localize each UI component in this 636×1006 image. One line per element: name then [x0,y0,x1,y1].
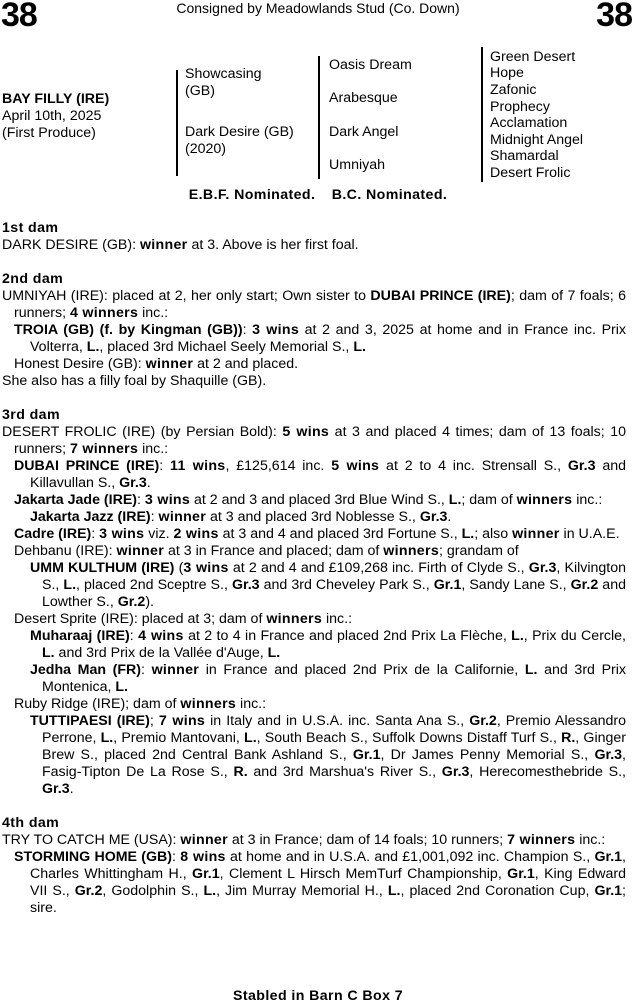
record-text: at 2 and 3 and placed 3rd Blue Wind S., [190,492,449,508]
record-text: at 3 in France and placed; dam of [164,543,384,559]
gen3-entry: Oasis Dream [329,57,412,73]
record-text: , Kilvington S., [42,560,627,593]
gen3-entry: Umniyah [329,157,385,173]
record-text: Gr.3 [119,475,147,491]
record-text: winner [139,237,188,253]
record-text: Gr.3 [567,458,596,474]
section-heading: 4th dam [2,815,60,831]
section-heading: 3rd dam [2,407,60,423]
gen3-entry: Arabesque [329,90,398,106]
record-text: ; dam of 7 foals; 6 runners; [14,288,627,321]
family-details [2,220,626,934]
produce-record [2,611,626,628]
record-text: Jakarta Jade (IRE) [14,492,138,508]
sire-suffix: (GB) [185,83,215,99]
record-text: L. [511,628,524,644]
record-text: Gr.3 [419,509,448,525]
record-text: 4 winners [70,305,139,321]
gen4-entry: Hope [490,65,524,81]
dam-section [2,407,626,798]
record-text: 5 wins [282,424,330,440]
record-text: at 3. Above is her first foal. [187,237,359,253]
dam-section [2,815,626,917]
nominations [0,187,636,203]
record-text: 7 winners [507,832,576,848]
record-text: , Sandy Lane S., [461,577,571,593]
record-text: inc.: [572,492,603,508]
record-text: at 2 to 4 inc. Strensall S., [379,458,568,474]
record-text: Cadre (IRE) [14,526,92,542]
record-text: ; also [474,526,513,542]
record-text: winner [151,662,200,678]
record-text: in U.A.E. [559,526,620,542]
record-text: and Lowther S., [42,577,626,610]
record-text: , Prix du Cercle, [523,628,626,644]
record-text: Ruby Ridge (IRE); dam of [14,696,181,712]
record-text: L. [448,492,462,508]
record-text: Desert Sprite (IRE): placed at 3; dam of [14,611,267,627]
record-text: R. [561,730,576,746]
record-text: ( [174,560,184,576]
record-text: UMNIYAH (IRE): placed at 2, her only start; Own sister to [2,288,371,304]
record-text: Gr.1 [192,866,220,882]
record-text: winners [516,492,573,508]
record-text: : [159,458,171,474]
record-text: Gr.3 [231,577,260,593]
record-text: 8 wins [180,849,226,865]
record-text: 5 wins [331,458,380,474]
record-text: inc.: [138,305,169,321]
record-text: at 3 and 4 and placed 3rd Fortune S., [218,526,462,542]
record-text: , placed 2nd Coronation Cup, [400,883,595,899]
stabling-location: Stabled in Barn C Box 7 [232,988,404,1004]
pedigree-divider-3 [481,47,483,182]
pedigree-divider-1 [176,70,178,176]
record-text: : [150,509,159,525]
produce-record [2,849,626,917]
gen4-entry: Midnight Angel [490,132,584,148]
record-text: winner [180,832,228,848]
record-text: at 3 and placed 4 times; dam of 13 foals; 10 runners; [14,424,627,457]
record-text: ; sire. [30,883,626,916]
record-text: Gr.1 [594,849,623,865]
record-text: L. [387,883,401,899]
produce-record [2,492,626,509]
produce-record [2,526,626,543]
record-text: DARK DESIRE (GB): [2,237,140,253]
record-text: Gr.2 [469,713,497,729]
record-text: STORMING HOME (GB) [14,849,173,865]
record-text: 7 winners [70,441,139,457]
record-text: TRY TO CATCH ME (USA): [2,832,181,848]
gen4-entry: Desert Frolic [490,165,571,181]
record-text: L. [100,730,114,746]
record-text: at 2 to 4 in France and placed 2nd Prix La Flèche, [183,628,512,644]
lot-number-right: 38 [596,0,632,34]
record-text: at home and in U.S.A. and £1,001,092 inc. Champion S., [225,849,595,865]
record-text: Gr.2 [570,577,599,593]
dam-section [2,271,626,390]
record-text: L. [524,662,538,678]
record-text: She also has a filly foal by Shaquille (GB). [2,373,267,389]
gen4-entry: Shamardal [490,148,559,164]
produce-record [2,832,626,849]
record-text: L. [244,730,257,746]
record-text: Gr.3 [528,560,557,576]
produce-record [2,696,626,713]
record-text: winner [116,543,165,559]
produce-record [2,373,626,390]
record-text: . [146,475,151,491]
record-text: in Italy and in U.S.A. inc. Santa Ana S., [205,713,470,729]
record-text: DESERT FROLIC (IRE) (by Persian Bold): [2,424,283,440]
record-text: 3 wins [99,526,145,542]
record-text: (f. by Kingman (GB)) [99,322,243,338]
record-text: at 3 in France; dam of 14 foals; 10 runners; [227,832,508,848]
pedigree-divider-2 [318,56,320,179]
record-text: DUBAI PRINCE (IRE) [14,458,160,474]
gen4-entry: Acclamation [490,115,568,131]
record-text: R. [233,764,248,780]
produce-record [2,458,626,492]
record-text: Honest Desire (GB): [14,356,146,372]
record-text: , Herecomesthebride S., [469,764,627,780]
record-text: Gr.2 [74,883,103,899]
sire-name: Showcasing [185,66,262,82]
record-text: UMM KULTHUM (IRE) [30,560,175,576]
section-heading: 2nd dam [2,271,64,287]
record-text: inc.: [575,832,606,848]
record-text: . [447,509,452,525]
record-text: 2 wins [173,526,219,542]
record-text: 3 wins [144,492,191,508]
record-text: and 3rd Prix de la Vallée d'Auge, [54,645,268,661]
record-text: and 3rd Cheveley Park S., [259,577,434,593]
record-text: , Charles Whittingham H., [30,849,626,882]
record-text: Muharaaj (IRE) [30,628,130,644]
record-text: Dehbanu (IRE): [14,543,117,559]
record-text: , Jim Murray Memorial H., [216,883,388,899]
record-text: L. [353,339,366,355]
record-text: L. [42,645,55,661]
record-text: winners [266,611,323,627]
record-text: TUTTIPAESI (IRE) [30,713,150,729]
horse-name: BAY FILLY (IRE) [2,91,110,107]
record-text: Gr.1 [507,866,535,882]
record-text: TROIA (GB) [14,322,94,338]
record-text: Jakarta Jazz (IRE) [30,509,151,525]
record-text: Gr.1 [594,883,623,899]
record-text: , placed 3rd Michael Seely Memorial S., [99,339,354,355]
record-text: , £125,614 inc. [225,458,332,474]
foaling-date: April 10th, 2025 [2,108,102,124]
record-text: L. [86,339,100,355]
record-text: : [137,492,145,508]
record-text: inc.: [322,611,353,627]
record-text: and 3rd Prix Montenica, [42,662,626,695]
record-text: , Clement L Hirsch MemTurf Championship, [219,866,508,882]
produce-record [2,288,626,322]
produce-record [2,356,626,373]
record-text: DUBAI PRINCE (IRE) [370,288,511,304]
consignor: Consigned by Meadowlands Stud (Co. Down) [176,0,460,16]
record-text: , Premio Mantovani, [113,730,245,746]
record-text: inc.: [138,441,169,457]
record-text: , King Edward VII S., [30,866,626,899]
dam-year: (2020) [185,141,227,157]
record-text: Gr.2 [117,594,146,610]
record-text: : [242,322,253,338]
record-text: ; grandam of [439,543,519,559]
dam-name: Dark Desire (GB) [185,124,294,140]
record-text: : [141,662,152,678]
gen4-entry: Prophecy [490,99,550,115]
produce-record [2,713,626,798]
record-text: Gr.3 [42,781,70,797]
record-text: 7 wins [158,713,206,729]
record-text: . [69,781,74,797]
record-text: , Premio Alessandro Perrone, [42,713,626,746]
record-text: L. [461,526,475,542]
record-text: Gr.1 [433,577,462,593]
record-text: , Dr James Penny Memorial S., [380,747,595,763]
record-text: , Fasig-Tipton De La Rose S., [42,747,626,780]
record-text: , Godolphin S., [102,883,204,899]
produce-record [2,424,626,458]
record-text: L. [115,679,128,695]
record-text: at 2 and 4 and £109,268 inc. Firth of Clyde S., [228,560,529,576]
record-text: ). [145,594,154,610]
record-text: winners [180,696,237,712]
produce-record [2,509,626,526]
produce-record [2,543,626,560]
record-text: at 2 and placed. [193,356,299,372]
gen4-entry: Zafonic [490,82,537,98]
gen4-entry: Green Desert [490,49,576,65]
record-text: at 3 and placed 3rd Noblesse S., [206,509,420,525]
record-text: at 2 and 3, 2025 at home and in France inc. Prix Volterra, [30,322,627,355]
produce-note: (First Produce) [2,125,96,141]
record-text: 4 wins [138,628,184,644]
record-text: winner [158,509,207,525]
record-text: viz. [144,526,174,542]
record-text: L. [267,645,281,661]
dam-section [2,220,626,254]
record-text: ; [149,713,159,729]
record-text: winner [145,356,194,372]
record-text: winner [512,526,560,542]
record-text: 11 wins [170,458,226,474]
record-text: and Killavullan S., [30,458,626,491]
ebf-nomination: E.B.F. Nominated. [188,187,316,203]
bc-nomination: B.C. Nominated. [331,187,448,203]
record-text: , South Beach S., Suffolk Downs Distaff Turf S., [256,730,562,746]
record-text: , Ginger Brew S., placed 2nd Central Bank Ashland S., [42,730,627,763]
lot-number-left: 38 [1,0,37,34]
record-text: 3 wins [252,322,300,338]
record-text: , placed 2nd Sceptre S., [76,577,232,593]
record-text: Gr.3 [594,747,623,763]
record-text: in France and placed 2nd Prix de la Californie, [199,662,525,678]
record-text: : [91,526,100,542]
produce-record [2,237,626,254]
record-text: : [172,849,181,865]
record-text: Jedha Man (FR) [30,662,141,678]
record-text: Gr.3 [441,764,470,780]
produce-record [2,560,626,611]
record-text: L. [63,577,77,593]
record-text: and 3rd Marshua's River S., [247,764,442,780]
record-text: ; dam of [461,492,517,508]
record-text: : [129,628,139,644]
produce-record [2,628,626,662]
produce-record [2,322,626,356]
record-text: 3 wins [183,560,229,576]
record-text: Gr.1 [352,747,381,763]
produce-record [2,662,626,696]
section-heading: 1st dam [2,220,59,236]
record-text: inc.: [236,696,267,712]
record-text: winners [383,543,440,559]
gen3-entry: Dark Angel [329,124,399,140]
record-text: L. [203,883,217,899]
